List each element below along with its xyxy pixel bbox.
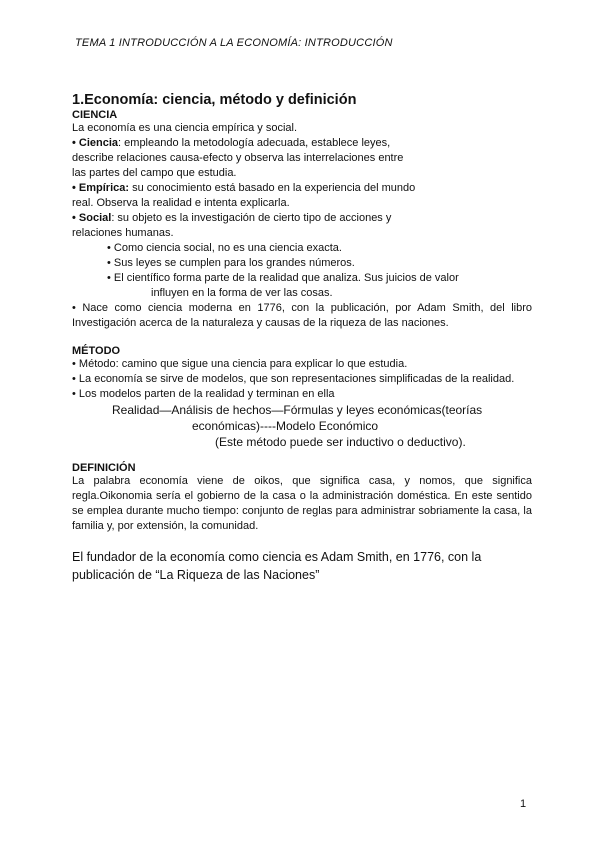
- bullet-label: • Social: [72, 212, 112, 224]
- ciencia-bullet-empirica-cont: real. Observa la realidad e intenta explicarla.: [72, 197, 290, 209]
- bullet-text: : empleando la metodología adecuada, establece leyes,: [118, 137, 391, 149]
- model-line: económicas)----Modelo Económico: [192, 419, 379, 433]
- bullet-text: : su objeto es la investigación de cierto tipo de acciones y: [111, 212, 392, 224]
- document-body: [72, 92, 532, 584]
- ciencia-bullet-ciencia-cont: describe relaciones causa-efecto y observa las interrelaciones entre: [72, 152, 404, 164]
- ciencia-bullet-social-cont: relaciones humanas.: [72, 227, 174, 239]
- model-line: (Este método puede ser inductivo o deductivo).: [215, 435, 466, 449]
- sub-bullet-cont: influyen en la forma de ver las cosas.: [151, 287, 333, 299]
- ciencia-intro: La economía es una ciencia empírica y social.: [72, 122, 298, 134]
- ciencia-heading: CIENCIA: [72, 109, 118, 121]
- ciencia-bullet-empirica: [72, 181, 532, 196]
- ciencia-bullet-social: [72, 211, 532, 226]
- sub-bullet: • Como ciencia social, no es una ciencia exacta.: [107, 242, 342, 254]
- bullet-text: su conocimiento está basado en la experiencia del mundo: [129, 182, 416, 194]
- metodo-bullet: • La economía se sirve de modelos, que son representaciones simplificadas de la realidad.: [72, 373, 515, 385]
- bullet-label: • Empírica:: [72, 182, 130, 194]
- bullet-label: • Ciencia: [72, 137, 119, 149]
- section-title: 1.Economía: ciencia, método y definición: [72, 92, 357, 108]
- metodo-heading: MÉTODO: [72, 345, 121, 357]
- sub-bullet: • El científico forma parte de la realidad que analiza. Sus juicios de valor: [107, 272, 459, 284]
- page-header: TEMA 1 INTRODUCCIÓN A LA ECONOMÍA: INTRODUCCIÓN: [75, 37, 393, 49]
- sub-bullet: • Sus leyes se cumplen para los grandes números.: [107, 257, 355, 269]
- model-line: Realidad—Análisis de hechos—Fórmulas y leyes económicas(teorías: [112, 403, 483, 417]
- final-line: publicación de “La Riqueza de las Naciones”: [72, 568, 320, 582]
- ciencia-smith-paragraph: • Nace como ciencia moderna en 1776, con la publicación, por Adam Smith, del libro Investigación acerca de la naturaleza y causas de la riqueza de las naciones.: [72, 302, 532, 329]
- metodo-bullet: • Los modelos parten de la realidad y terminan en ella: [72, 388, 335, 400]
- definicion-paragraph: La palabra economía viene de oikos, que significa casa, y nomos, que significa regla.Oikonomia sería el gobierno de la casa o la administración doméstica. En este sentido se emplea durante mucho tiempo: conjunto de reglas para administrar sobriamente la casa, la familia y, por extensión, la comunidad.: [72, 475, 532, 532]
- metodo-bullet: • Método: camino que sigue una ciencia para explicar lo que estudia.: [72, 358, 408, 370]
- page-number: 1: [520, 798, 527, 810]
- final-line: El fundador de la economía como ciencia es Adam Smith, en 1776, con la: [72, 550, 482, 564]
- ciencia-bullet-ciencia: [72, 136, 532, 151]
- ciencia-bullet-ciencia-cont: las partes del campo que estudia.: [72, 167, 237, 179]
- definicion-heading: DEFINICIÓN: [72, 462, 136, 474]
